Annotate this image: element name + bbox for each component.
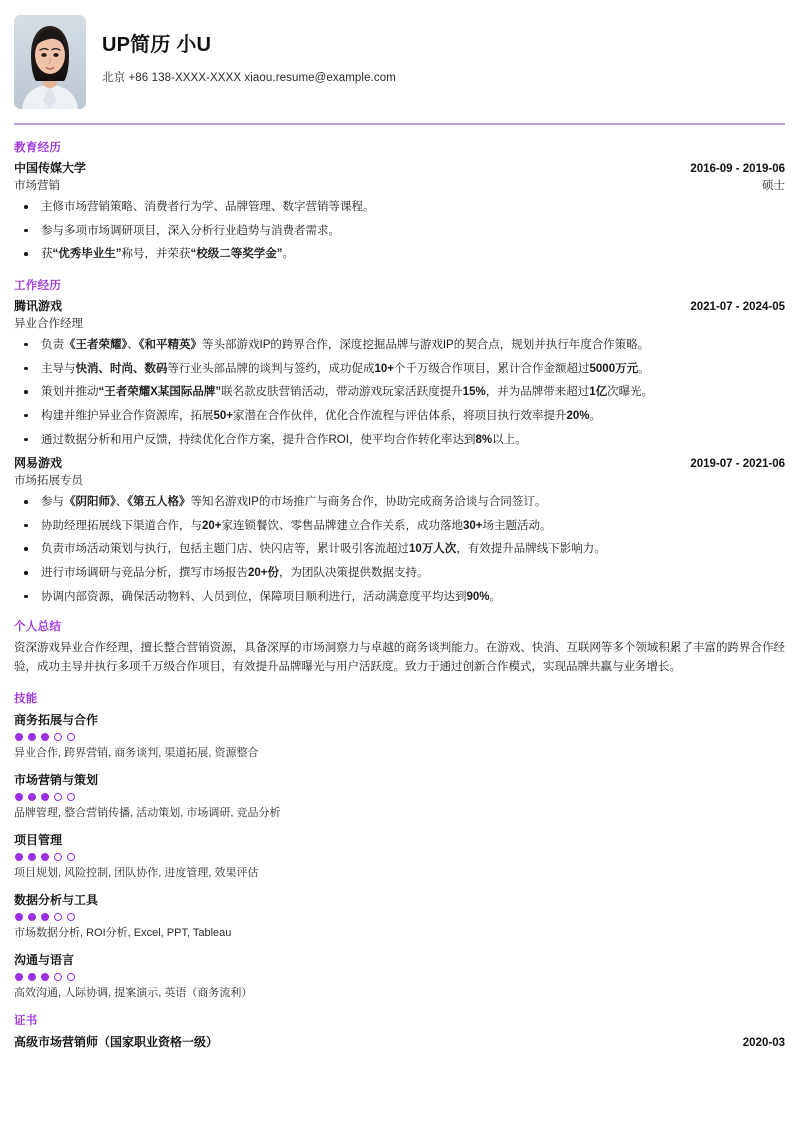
work-daterange: 2021-07 - 2024-05 — [690, 300, 785, 313]
skill-name: 数据分析与工具 — [14, 892, 99, 907]
list-item: 主修市场营销策略、消费者行为学、品牌管理、数字营销等课程。 — [14, 199, 785, 216]
skill-dot-empty — [67, 733, 75, 741]
skill-keywords: 项目规划, 风险控制, 团队协作, 进度管理, 效果评估 — [14, 866, 259, 879]
skill-dot-filled — [41, 733, 49, 741]
list-item: 负责《王者荣耀》、《和平精英》等头部游戏IP的跨界合作，深度挖掘品牌与游戏IP的契合点，规划并执行年度合作策略。 — [14, 337, 785, 354]
skill-name: 沟通与语言 — [14, 952, 75, 967]
job-title: 异业合作经理 — [14, 317, 83, 330]
list-item: 参与多项市场调研项目，深入分析行业趋势与消费者需求。 — [14, 223, 785, 240]
skill-dot-filled — [41, 853, 49, 861]
skill-level-dots — [15, 733, 785, 741]
skill-dot-empty — [67, 853, 75, 861]
list-item: 构建并维护异业合作资源库，拓展50+家潜在合作伙伴，优化合作流程与评估体系，将项目执行效率提升20%。 — [14, 408, 785, 425]
list-item: 协调内部资源，确保活动物料、人员到位，保障项目顺利进行，活动满意度平均达到90%。 — [14, 589, 785, 606]
skill-name: 市场营销与策划 — [14, 772, 99, 787]
education-entry-head — [14, 160, 785, 178]
skill-level-dots — [15, 973, 785, 981]
education-bullets — [14, 199, 785, 263]
skill-dot-empty — [54, 853, 62, 861]
skill-keywords: 高效沟通, 人际协调, 提案演示, 英语（商务流利） — [14, 986, 253, 999]
skill-level-dots — [15, 853, 785, 861]
skill-dot-filled — [28, 853, 36, 861]
list-item: 负责市场活动策划与执行，包括主题门店、快闪店等，累计吸引客流超过10万人次，有效提升品牌线下影响力。 — [14, 541, 785, 558]
section-summary — [14, 618, 785, 679]
skill-keywords: 品牌管理, 整合营销传播, 活动策划, 市场调研, 竞品分析 — [14, 806, 281, 819]
list-item: 通过数据分析和用户反馈，持续优化合作方案，提升合作ROI，使平均合作转化率达到8%以上。 — [14, 432, 785, 449]
work-role-row — [14, 316, 785, 333]
skill-dot-filled — [28, 913, 36, 921]
major: 市场营销 — [14, 179, 60, 192]
section-title-certificates: 证书 — [14, 1014, 38, 1027]
skill-dot-empty — [54, 913, 62, 921]
skill-item — [14, 771, 785, 822]
skill-dot-filled — [28, 793, 36, 801]
summary-text: 资深游戏异业合作经理，擅长整合营销资源，具备深厚的市场洞察力与卓越的商务谈判能力。在游戏、快消、互联网等多个领域积累了丰富的跨界合作经验，成功主导并执行多项千万级合作项目，有效提升品牌曝光与用户活跃度。致力于通过创新合作模式，实现品牌共赢与业务增长。 — [14, 641, 785, 674]
work-entry — [14, 455, 785, 605]
work-bullets — [14, 337, 785, 448]
skill-level-dots — [15, 913, 785, 921]
section-work — [14, 277, 785, 606]
skill-dot-empty — [54, 733, 62, 741]
skill-dot-filled — [41, 793, 49, 801]
list-item: 获“优秀毕业生”称号，并荣获“校级二等奖学金”。 — [14, 246, 785, 263]
section-title-education: 教育经历 — [14, 142, 62, 154]
certificate-date: 2020-03 — [742, 1036, 785, 1049]
skill-item — [14, 831, 785, 882]
skill-dot-filled — [28, 733, 36, 741]
section-education — [14, 139, 785, 263]
skill-dot-empty — [54, 973, 62, 981]
company-name: 网易游戏 — [14, 456, 63, 471]
certificate-name: 高级市场营销师（国家职业资格一级） — [14, 1034, 219, 1049]
work-role-row — [14, 473, 785, 490]
skill-name: 项目管理 — [14, 832, 63, 847]
skill-item — [14, 711, 785, 762]
section-title-summary: 个人总结 — [14, 620, 62, 633]
school-name: 中国传媒大学 — [14, 161, 87, 175]
section-skills — [14, 690, 785, 1002]
skill-dot-filled — [41, 913, 49, 921]
skill-dot-filled — [41, 973, 49, 981]
page-title: UP简历 小U — [102, 34, 212, 56]
skill-name: 商务拓展与合作 — [14, 713, 99, 728]
skill-dot-filled — [15, 853, 23, 861]
skill-item — [14, 951, 785, 1002]
work-entry-head — [14, 298, 785, 316]
education-entry — [14, 160, 785, 263]
list-item: 协助经理拓展线下渠道合作，与20+家连锁餐饮、零售品牌建立合作关系，成功落地30+场主题活动。 — [14, 518, 785, 535]
resume-header — [14, 14, 785, 109]
list-item: 主导与快消、时尚、数码等行业头部品牌的谈判与签约，成功促成10+个千万级合作项目，累计合作金额超过5000万元。 — [14, 361, 785, 378]
skill-dot-filled — [15, 733, 23, 741]
work-entry — [14, 298, 785, 448]
skill-dot-empty — [67, 793, 75, 801]
skill-keywords: 市场数据分析, ROI分析, Excel, PPT, Tableau — [14, 926, 232, 939]
skill-keywords: 异业合作, 跨界营销, 商务谈判, 渠道拓展, 资源整合 — [14, 747, 259, 760]
degree: 硕士 — [762, 179, 785, 192]
education-major-row — [14, 178, 785, 195]
certificate-row — [14, 1033, 785, 1052]
avatar — [14, 15, 86, 109]
skill-dot-empty — [54, 793, 62, 801]
identity-block — [102, 15, 396, 85]
skill-level-dots — [15, 793, 785, 801]
skill-item — [14, 891, 785, 942]
skill-dot-filled — [15, 973, 23, 981]
skill-dot-empty — [67, 913, 75, 921]
skill-dot-filled — [15, 793, 23, 801]
company-name: 腾讯游戏 — [14, 298, 63, 313]
job-title: 市场拓展专员 — [14, 474, 83, 487]
section-certificates — [14, 1012, 785, 1052]
skill-dot-filled — [28, 973, 36, 981]
education-daterange: 2016-09 - 2019-06 — [690, 163, 785, 175]
work-entry-head — [14, 455, 785, 473]
list-item: 策划并推动“王者荣耀X某国际品牌”联名款皮肤营销活动，带动游戏玩家活跃度提升15%，并为品牌带来超过1亿次曝光。 — [14, 384, 785, 401]
contact-line: 北京 +86 138-XXXX-XXXX xiaou.resume@example.com — [102, 72, 396, 84]
list-item: 进行市场调研与竞品分析，撰写市场报告20+份，为团队决策提供数据支持。 — [14, 565, 785, 582]
list-item: 参与《阴阳师》、《第五人格》等知名游戏IP的市场推广与商务合作，协助完成商务洽谈与合同签订。 — [14, 494, 785, 511]
skill-dot-filled — [15, 913, 23, 921]
skill-dot-empty — [67, 973, 75, 981]
section-title-work: 工作经历 — [14, 279, 62, 292]
work-daterange: 2019-07 - 2021-06 — [690, 458, 785, 471]
work-bullets — [14, 494, 785, 605]
header-divider — [14, 123, 785, 125]
section-title-skills: 技能 — [14, 693, 38, 706]
